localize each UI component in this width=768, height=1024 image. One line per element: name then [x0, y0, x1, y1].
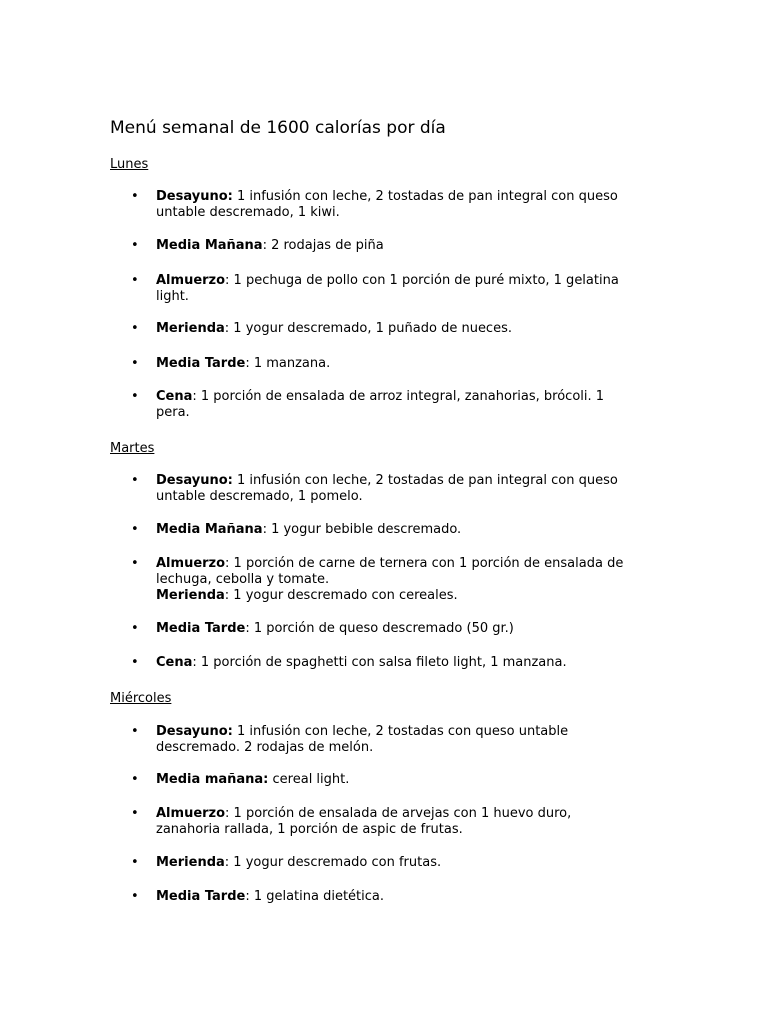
- meal-text: : 2 rodajas de piña: [262, 238, 384, 253]
- meal-text: : 1 manzana.: [245, 356, 331, 371]
- meal-label: Media mañana:: [156, 772, 269, 787]
- meal-label: Desayuno:: [156, 724, 233, 739]
- bullet-icon: •: [131, 556, 139, 571]
- meal-item: [131, 473, 656, 505]
- meal-text: descremado. 2 rodajas de melón.: [156, 740, 374, 755]
- bullet-icon: •: [131, 621, 139, 636]
- meal-item: [131, 321, 656, 337]
- meal-item: [131, 655, 656, 671]
- bullet-icon: •: [131, 238, 139, 253]
- meal-item: [131, 772, 656, 788]
- meal-label: Almuerzo: [156, 806, 226, 821]
- meal-text: : 1 yogur descremado con cereales.: [224, 588, 458, 603]
- meal-item: [131, 356, 656, 372]
- meal-text: 1 infusión con leche, 2 tostadas de pan integral con queso: [232, 473, 618, 488]
- meal-text: untable descremado, 1 pomelo.: [156, 489, 363, 504]
- meal-label: Cena: [156, 655, 193, 670]
- bullet-icon: •: [131, 189, 139, 204]
- bullet-icon: •: [131, 473, 139, 488]
- bullet-icon: •: [131, 273, 139, 288]
- meal-label: Desayuno:: [156, 473, 233, 488]
- meal-text: : 1 gelatina dietética.: [245, 889, 385, 904]
- meal-text: : 1 yogur descremado con frutas.: [224, 855, 442, 870]
- meal-item: [131, 556, 656, 604]
- meal-text: : 1 yogur bebible descremado.: [262, 522, 462, 537]
- meal-item: [131, 238, 656, 254]
- meal-text: : 1 porción de carne de ternera con 1 porción de ensalada de: [225, 556, 624, 571]
- bullet-icon: •: [131, 389, 139, 404]
- bullet-icon: •: [131, 855, 139, 870]
- meal-text: : 1 porción de spaghetti con salsa fileto light, 1 manzana.: [192, 655, 567, 670]
- meal-item: [131, 806, 656, 838]
- day-heading-lunes: Lunes: [110, 157, 149, 172]
- meal-label: Merienda: [156, 855, 225, 870]
- meal-item: [131, 724, 656, 756]
- meal-item: [131, 189, 656, 221]
- meal-text: : 1 porción de ensalada de arroz integral, zanahorias, brócoli. 1: [192, 389, 605, 404]
- meal-item: [131, 889, 656, 905]
- day-heading-martes: Martes: [110, 441, 155, 456]
- meal-text: : 1 porción de queso descremado (50 gr.): [245, 621, 514, 636]
- meal-text: cereal light.: [268, 772, 350, 787]
- meal-label: Media Mañana: [156, 522, 263, 537]
- meal-label: Media Tarde: [156, 889, 246, 904]
- meal-text: 1 infusión con leche, 2 tostadas de pan integral con queso: [232, 189, 618, 204]
- bullet-icon: •: [131, 724, 139, 739]
- day-heading-miercoles: Miércoles: [110, 691, 172, 706]
- meal-text: light.: [156, 289, 189, 304]
- meal-label: Media Tarde: [156, 356, 246, 371]
- page-title: Menú semanal de 1600 calorías por día: [110, 118, 446, 138]
- bullet-icon: •: [131, 889, 139, 904]
- meal-text: 1 infusión con leche, 2 tostadas con queso untable: [232, 724, 569, 739]
- meal-text: : 1 yogur descremado, 1 puñado de nueces.: [224, 321, 512, 336]
- meal-label: Media Mañana: [156, 238, 263, 253]
- meal-text: untable descremado, 1 kiwi.: [156, 205, 340, 220]
- meal-item: [131, 855, 656, 871]
- meal-label: Media Tarde: [156, 621, 246, 636]
- meal-item: [131, 389, 656, 421]
- bullet-icon: •: [131, 321, 139, 336]
- meal-label: Merienda: [156, 588, 225, 603]
- meal-item: [131, 621, 656, 637]
- meal-label: Almuerzo: [156, 273, 226, 288]
- bullet-icon: •: [131, 772, 139, 787]
- meal-text: : 1 porción de ensalada de arvejas con 1 huevo duro,: [225, 806, 572, 821]
- meal-text: : 1 pechuga de pollo con 1 porción de puré mixto, 1 gelatina: [225, 273, 619, 288]
- bullet-icon: •: [131, 655, 139, 670]
- meal-label: Almuerzo: [156, 556, 226, 571]
- meal-label: Desayuno:: [156, 189, 233, 204]
- bullet-icon: •: [131, 356, 139, 371]
- meal-item: [131, 522, 656, 538]
- meal-text: lechuga, cebolla y tomate.: [156, 572, 330, 587]
- bullet-icon: •: [131, 522, 139, 537]
- meal-text: zanahoria rallada, 1 porción de aspic de frutas.: [156, 822, 463, 837]
- meal-item: [131, 273, 656, 305]
- meal-label: Merienda: [156, 321, 225, 336]
- bullet-icon: •: [131, 806, 139, 821]
- meal-text: pera.: [156, 405, 190, 420]
- meal-label: Cena: [156, 389, 193, 404]
